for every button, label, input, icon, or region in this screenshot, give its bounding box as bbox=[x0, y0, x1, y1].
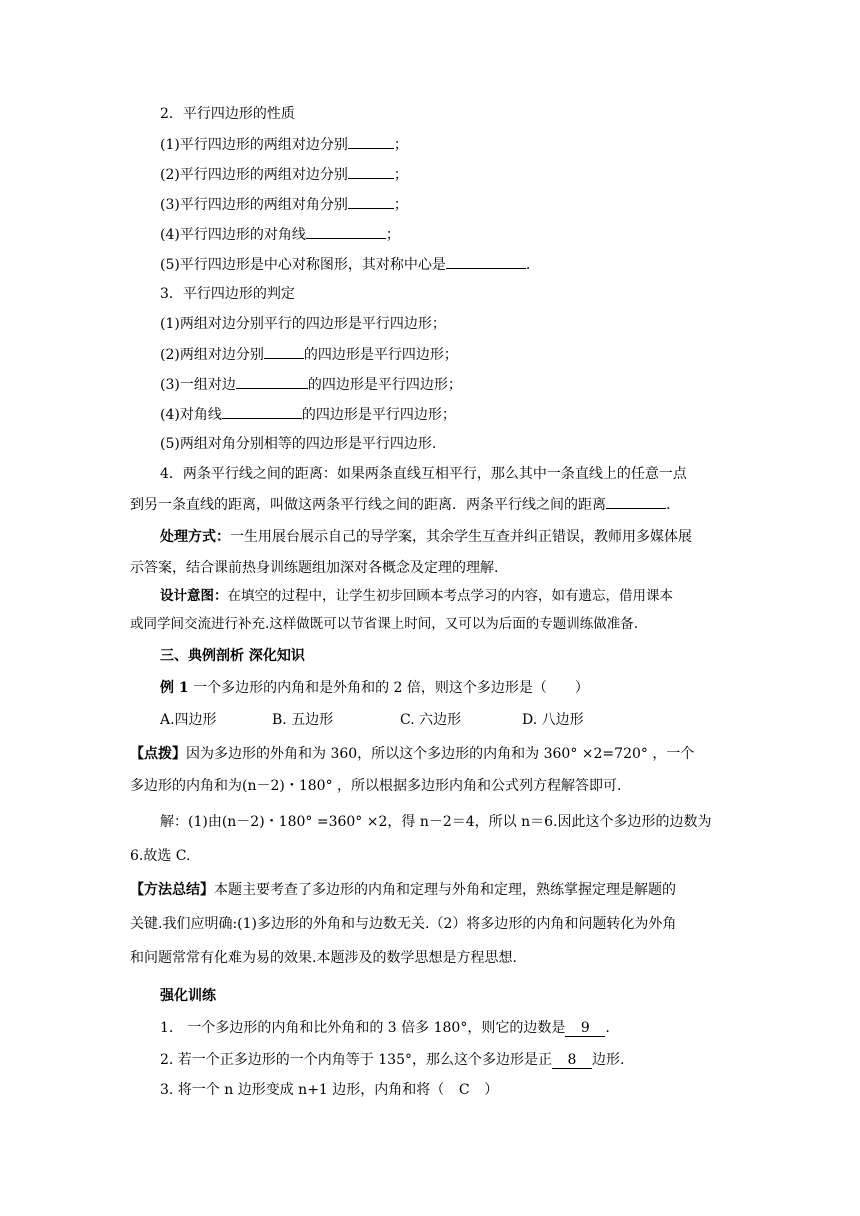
criterion-5: (5)两组对角分别相等的四边形是平行四边形. bbox=[160, 436, 437, 452]
blank bbox=[306, 224, 386, 239]
answer-3: C bbox=[458, 1082, 470, 1098]
training-question-2: 2. 若一个正多边形的一个内角等于 135°，那么这个多边形是正 8 边形. bbox=[160, 1052, 625, 1068]
criterion-4: (4)对角线 的四边形是平行四边形； bbox=[160, 404, 456, 425]
property-1: (1)平行四边形的两组对边分别 ； bbox=[160, 134, 408, 155]
blank bbox=[348, 194, 394, 209]
example-1-options bbox=[160, 710, 584, 730]
answer-2: 8 bbox=[552, 1052, 592, 1069]
design-line-1: 设计意图：在填空的过程中，让学生初步回顾本考点学习的内容，如有遗忘，借用课本 bbox=[160, 588, 673, 604]
training-question-1: 1. 一个多边形的内角和比外角和的 3 倍多 180°，则它的边数是 9 . bbox=[160, 1020, 610, 1036]
summary-line-3: 和问题常常有化难为易的效果.本题涉及的数学思想是方程思想. bbox=[130, 950, 517, 966]
example-1: 例 1 一个多边形的内角和是外角和的 2 倍，则这个多边形是（ ） bbox=[160, 680, 589, 696]
property-4: (4)平行四边形的对角线 ； bbox=[160, 224, 400, 245]
blank bbox=[222, 404, 302, 419]
training-title: 强化训练 bbox=[160, 988, 216, 1004]
section-2-title: 2．平行四边形的性质 bbox=[160, 106, 295, 122]
blank bbox=[264, 344, 304, 359]
blank bbox=[606, 494, 666, 509]
summary-line-1: 【方法总结】本题主要考查了多边形的内角和定理与外角和定理，熟练掌握定理是解题的 bbox=[130, 882, 676, 898]
method-line-1: 处理方式：一生用展台展示自己的导学案，其余学生互查并纠正错误，教师用多媒体展 bbox=[160, 529, 692, 545]
option-b: B. 五边形 bbox=[272, 712, 334, 728]
design-line-2: 或同学间交流进行补充.这样做既可以节省课上时间，又可以为后面的专题训练做准备. bbox=[130, 616, 639, 632]
property-3: (3)平行四边形的两组对角分别 ； bbox=[160, 194, 408, 215]
hint-line-2: 多边形的内角和为(n－2)・180° ，所以根据多边形内角和公式列方程解答即可. bbox=[130, 778, 622, 794]
solution-line-1: 解：(1)由(n－2)・180° =360° ×2，得 n－2＝4，所以 n＝6.因此这个多边形的边数为 bbox=[160, 814, 712, 830]
criterion-2: (2)两组对边分别 的四边形是平行四边形； bbox=[160, 344, 458, 365]
training-question-3: 3. 将一个 n 边形变成 n+1 边形，内角和将（ C ） bbox=[160, 1082, 499, 1098]
solution-line-2: 6.故选 C. bbox=[130, 848, 191, 864]
option-d: D. 八边形 bbox=[522, 712, 584, 728]
section-4-line-2: 到另一条直线的距离，叫做这两条平行线之间的距离．两条平行线之间的距离 . bbox=[130, 494, 670, 515]
section-three-title: 三、典例剖析 深化知识 bbox=[160, 648, 305, 664]
criterion-3: (3)一组对边 的四边形是平行四边形； bbox=[160, 374, 462, 395]
method-line-2: 示答案，结合课前热身训练题组加深对各概念及定理的理解. bbox=[130, 560, 499, 576]
blank bbox=[236, 374, 308, 389]
blank bbox=[348, 164, 394, 179]
option-a: A.四边形 bbox=[160, 712, 217, 728]
hint-line-1: 【点拨】因为多边形的外角和为 360，所以这个多边形的内角和为 360° ×2=720° ，一个 bbox=[130, 746, 695, 762]
property-2: (2)平行四边形的两组对边分别 ； bbox=[160, 164, 408, 185]
summary-line-2: 关键.我们应明确:(1)多边形的外角和与边数无关.（2）将多边形的内角和问题转化为外角 bbox=[130, 916, 677, 932]
answer-1: 9 bbox=[565, 1020, 605, 1037]
blank bbox=[446, 254, 526, 269]
section-4-line-1: 4．两条平行线之间的距离：如果两条直线互相平行，那么其中一条直线上的任意一点 bbox=[160, 466, 687, 482]
option-c: C. 六边形 bbox=[400, 712, 462, 728]
blank bbox=[348, 134, 394, 149]
property-5: (5)平行四边形是中心对称图形，其对称中心是 . bbox=[160, 254, 530, 275]
criterion-1: (1)两组对边分别平行的四边形是平行四边形； bbox=[160, 316, 446, 332]
section-3-title: 3．平行四边形的判定 bbox=[160, 286, 295, 302]
